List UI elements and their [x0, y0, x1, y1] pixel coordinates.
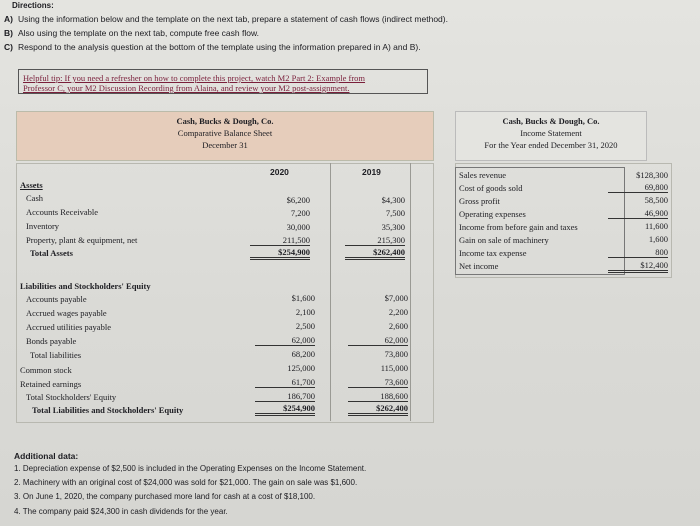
total-equity-label: Total Stockholders' Equity: [26, 392, 117, 402]
asset-2020: $6,200: [286, 195, 310, 205]
asset-label: Accounts Receivable: [26, 207, 98, 217]
is-value: 1,600: [648, 234, 668, 244]
direction-c: [4, 42, 421, 52]
direction-b: [4, 28, 259, 38]
is-value: 69,800: [608, 182, 668, 193]
is-label: Net income: [459, 261, 499, 271]
additional-item: 1. Depreciation expense of $2,500 is included in the Operating Expenses on the Income Statement.: [14, 464, 367, 473]
liability-2020: $1,600: [291, 293, 315, 303]
direction-letter: B): [4, 28, 13, 38]
total-liabilities-2020: 68,200: [291, 349, 315, 359]
direction-text: Also using the template on the next tab, compute free cash flow.: [18, 28, 259, 38]
additional-item: 4. The company paid $24,300 in cash dividends for the year.: [14, 507, 228, 516]
liability-2019: 2,600: [388, 321, 408, 331]
liability-label: Accounts payable: [26, 294, 87, 304]
is-value: 46,900: [608, 208, 668, 219]
equity-2019: 73,600: [348, 377, 408, 388]
equity-label: Retained earnings: [20, 379, 82, 389]
column-divider: [330, 163, 331, 421]
liability-2019: 62,000: [348, 335, 408, 346]
liability-label: Accrued wages payable: [26, 308, 107, 318]
equity-2020: 125,000: [287, 363, 315, 373]
col-2019-header: 2019: [362, 167, 381, 177]
total-le-label: Total Liabilities and Stockholders' Equity: [32, 405, 184, 415]
tip-line-2: Professor C, your M2 Discussion Recording from Alaina, and review your M2 post-assignment.: [23, 83, 350, 93]
additional-title: Additional data:: [14, 451, 79, 461]
is-company: Cash, Bucks & Dough, Co.: [502, 116, 600, 126]
liabilities-heading: Liabilities and Stockholders' Equity: [20, 281, 151, 291]
direction-letter: A): [4, 14, 13, 24]
equity-label: Common stock: [20, 365, 72, 375]
bs-title: Comparative Balance Sheet: [177, 128, 273, 138]
liability-2020: 2,500: [295, 321, 315, 331]
is-label: Sales revenue: [459, 170, 506, 180]
total-assets-label: Total Assets: [30, 248, 73, 258]
equity-2020: 61,700: [255, 377, 315, 388]
asset-2020: 211,500: [250, 235, 310, 246]
liability-2019: 2,200: [388, 307, 408, 317]
liability-label: Bonds payable: [26, 336, 77, 346]
tip-line-1: Helpful tip: If you need a refresher on how to complete this project, watch M2 Part 2: Example from: [23, 73, 366, 83]
is-label: Income tax expense: [459, 248, 527, 258]
asset-2019: 215,300: [345, 235, 405, 246]
liability-2019: $7,000: [384, 293, 408, 303]
equity-2019: 115,000: [380, 363, 408, 373]
is-label: Operating expenses: [459, 209, 526, 219]
total-liabilities-label: Total liabilities: [30, 350, 82, 360]
additional-item: 2. Machinery with an original cost of $24,000 was sold for $21,000. The gain on sale was $1,600.: [14, 478, 358, 487]
is-value: 58,500: [644, 195, 668, 205]
is-label: Gross profit: [459, 196, 500, 206]
is-title: Income Statement: [520, 128, 582, 138]
direction-letter: C): [4, 42, 13, 52]
liability-2020: 2,100: [295, 307, 315, 317]
helpful-tip-box: [18, 69, 428, 94]
direction-a: [4, 14, 448, 24]
liability-label: Accrued utilities payable: [26, 322, 111, 332]
is-label: Gain on sale of machinery: [459, 235, 549, 245]
additional-data: [14, 451, 78, 461]
additional-item: 3. On June 1, 2020, the company purchased more land for cash at a cost of $18,100.: [14, 492, 316, 501]
total-le-2020: $254,900: [255, 403, 315, 416]
is-value: $128,300: [636, 170, 668, 180]
column-divider: [410, 163, 411, 421]
is-value: 800: [608, 247, 668, 258]
liability-2020: 62,000: [255, 335, 315, 346]
direction-text: Respond to the analysis question at the bottom of the template using the information prepared in A) and B).: [18, 42, 421, 52]
col-2020-header: 2020: [270, 167, 289, 177]
asset-label: Property, plant & equipment, net: [26, 235, 138, 245]
is-label: Income from before gain and taxes: [459, 222, 578, 232]
is-value: $12,400: [608, 260, 668, 273]
asset-2019: 35,300: [381, 222, 405, 232]
total-assets-2019: $262,400: [345, 247, 405, 260]
income-statement-header: [455, 111, 647, 161]
direction-text: Using the information below and the template on the next tab, prepare a statement of cash flows (indirect method).: [18, 14, 448, 24]
asset-2020: 30,000: [286, 222, 310, 232]
asset-label: Inventory: [26, 221, 60, 231]
total-equity-2020: 186,700: [255, 391, 315, 402]
bs-date: December 31: [202, 140, 248, 150]
directions-title: Directions:: [12, 1, 54, 10]
is-label: Cost of goods sold: [459, 183, 523, 193]
is-period: For the Year ended December 31, 2020: [484, 140, 618, 150]
asset-label: Cash: [26, 193, 43, 203]
bs-company: Cash, Bucks & Dough, Co.: [176, 116, 274, 126]
is-value: 11,600: [644, 221, 668, 231]
asset-2020: 7,200: [290, 208, 310, 218]
total-liabilities-2019: 73,800: [384, 349, 408, 359]
total-le-2019: $262,400: [348, 403, 408, 416]
total-assets-2020: $254,900: [250, 247, 310, 260]
total-equity-2019: 188,600: [348, 391, 408, 402]
balance-sheet-header: [16, 111, 434, 161]
asset-2019: $4,300: [381, 195, 405, 205]
asset-2019: 7,500: [385, 208, 405, 218]
assets-heading: Assets: [20, 180, 43, 190]
